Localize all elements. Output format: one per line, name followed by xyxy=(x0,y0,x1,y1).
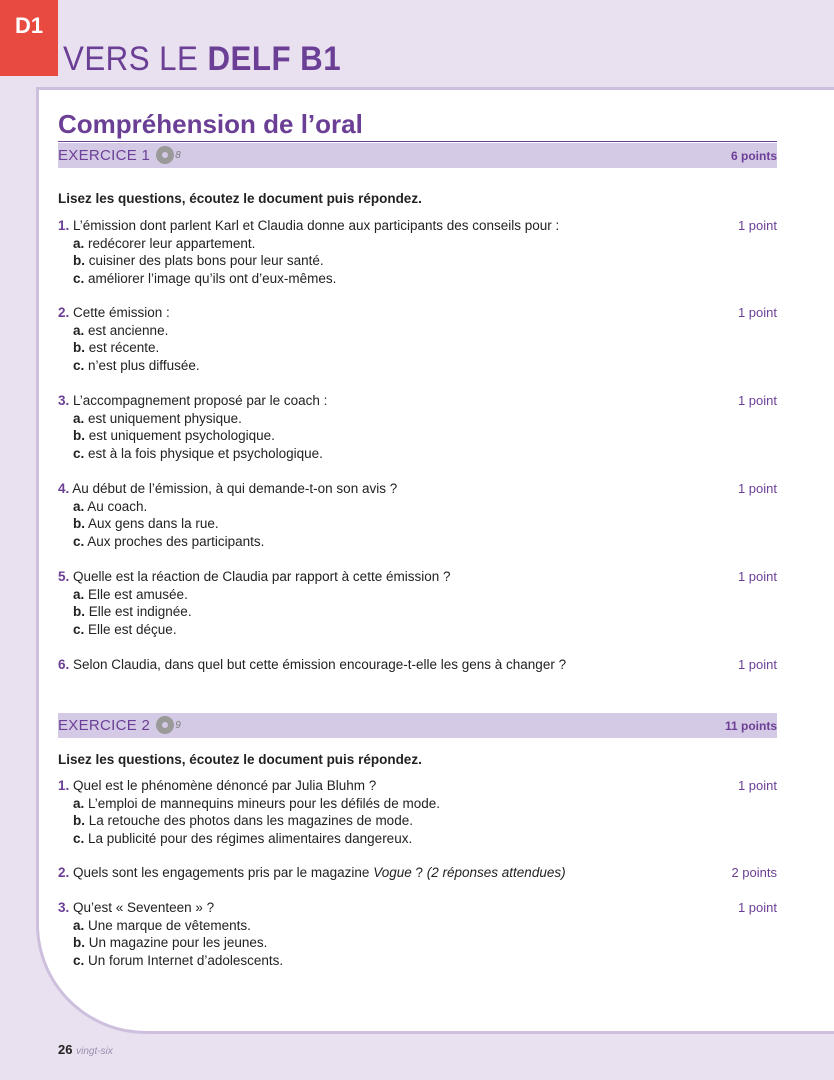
exercise-1-points: 6 points xyxy=(730,149,777,163)
header-title-light: VERS LE xyxy=(63,40,208,78)
question-text: Selon Claudia, dans quel but cette émission encourage-t-elle les gens à changer ? xyxy=(69,657,567,672)
question-points: 1 point xyxy=(737,778,777,793)
page-number: 26 xyxy=(58,1042,73,1057)
answer-option: b. Elle est indignée. xyxy=(73,604,192,620)
question-text: Quelle est la réaction de Claudia par rapport à cette émission ? xyxy=(69,569,451,584)
question-text: Quel est le phénomène dénoncé par Julia Bluhm ? xyxy=(69,778,377,793)
answer-option: b. La retouche des photos dans les magazines de mode. xyxy=(73,813,413,829)
exercise-2-header xyxy=(58,713,777,738)
question-item xyxy=(58,568,777,638)
answer-option: b. cuisiner des plats bons pour leur santé. xyxy=(73,253,324,269)
exercise-2-label-group xyxy=(58,716,181,734)
question-text: Qu’est « Seventeen » ? xyxy=(69,900,215,915)
answer-option: a. Elle est amusée. xyxy=(73,586,188,602)
audio-cd-icon[interactable] xyxy=(156,716,174,734)
answer-option: c. est à la fois physique et psychologique. xyxy=(73,445,323,461)
chapter-tag: D1 xyxy=(0,0,58,76)
question-item xyxy=(58,217,777,287)
question-points: 1 point xyxy=(737,657,777,672)
question-text: Quels sont les engagements pris par le magazine xyxy=(69,865,374,880)
answer-note: (2 réponses attendues) xyxy=(426,865,566,880)
audio-cd-icon[interactable] xyxy=(156,146,174,164)
answer-option: c. Un forum Internet d’adolescents. xyxy=(73,952,284,968)
audio-track-number: 8 xyxy=(175,149,182,161)
question-item xyxy=(58,899,777,969)
title-divider xyxy=(58,141,777,142)
question-text: L’accompagnement proposé par le coach : xyxy=(69,393,328,408)
question-points: 1 point xyxy=(737,305,777,320)
question-number: 4. xyxy=(58,481,70,496)
exercise-2-points: 11 points xyxy=(724,719,777,733)
question-item xyxy=(58,480,777,550)
question-points: 1 point xyxy=(737,218,777,233)
question-item xyxy=(58,304,777,374)
exercise-1-instruction: Lisez les questions, écoutez le document puis répondez. xyxy=(58,191,422,206)
question-text: L’émission dont parlent Karl et Claudia donne aux participants des conseils pour : xyxy=(69,218,560,233)
answer-option: b. Un magazine pour les jeunes. xyxy=(73,935,268,951)
question-points: 1 point xyxy=(737,569,777,584)
question-number: 3. xyxy=(58,393,70,408)
answer-option: a. Une marque de vêtements. xyxy=(73,917,251,933)
answer-option: a. est uniquement physique. xyxy=(73,410,242,426)
exercise-2-label: EXERCICE 2 xyxy=(58,716,151,734)
question-points: 1 point xyxy=(737,393,777,408)
answer-option: b. est récente. xyxy=(73,340,160,356)
answer-option: a. redécorer leur appartement. xyxy=(73,235,256,251)
question-item xyxy=(58,777,777,847)
answer-option: c. Elle est déçue. xyxy=(73,621,177,637)
question-text: Au début de l’émission, à qui demande-t-on son avis ? xyxy=(69,481,398,496)
answer-option: c. Aux proches des participants. xyxy=(73,533,265,549)
exercise-2-instruction: Lisez les questions, écoutez le document puis répondez. xyxy=(58,752,422,767)
answer-option: b. Aux gens dans la rue. xyxy=(73,516,219,532)
question-number: 2. xyxy=(58,305,70,320)
section-title: Compréhension de l’oral xyxy=(58,109,363,139)
page-header-title xyxy=(63,40,341,79)
header-title-bold: DELF B1 xyxy=(207,40,342,78)
exercise-1-header xyxy=(58,143,777,168)
question-number: 1. xyxy=(58,778,70,793)
answer-option: a. Au coach. xyxy=(73,498,148,514)
page-footer xyxy=(58,1042,113,1057)
magazine-title: Vogue xyxy=(373,865,412,880)
question-number: 3. xyxy=(58,900,70,915)
question-points: 1 point xyxy=(737,481,777,496)
answer-option: a. L’emploi de mannequins mineurs pour les défilés de mode. xyxy=(73,795,440,811)
question-item xyxy=(58,392,777,462)
exercise-1-label-group xyxy=(58,146,181,164)
question-points: 1 point xyxy=(737,900,777,915)
question-number: 6. xyxy=(58,657,70,672)
answer-option: c. améliorer l’image qu’ils ont d’eux-mêmes. xyxy=(73,270,337,286)
answer-option: a. est ancienne. xyxy=(73,322,169,338)
question-number: 1. xyxy=(58,218,70,233)
question-points: 2 points xyxy=(731,865,777,880)
answer-option: c. La publicité pour des régimes alimentaires dangereux. xyxy=(73,830,413,846)
question-item: 2. Quels sont les engagements pris par le magazine Vogue ? (2 réponses attendues) 2 points xyxy=(58,865,777,880)
exercise-1-label: EXERCICE 1 xyxy=(58,146,151,164)
question-text: Cette émission : xyxy=(69,305,170,320)
audio-track-number: 9 xyxy=(175,719,182,731)
page-number-word: vingt-six xyxy=(76,1046,113,1057)
question-item xyxy=(58,656,777,674)
question-number: 2. xyxy=(58,865,70,880)
answer-option: b. est uniquement psychologique. xyxy=(73,428,275,444)
answer-option: c. n’est plus diffusée. xyxy=(73,357,200,373)
question-number: 5. xyxy=(58,569,70,584)
